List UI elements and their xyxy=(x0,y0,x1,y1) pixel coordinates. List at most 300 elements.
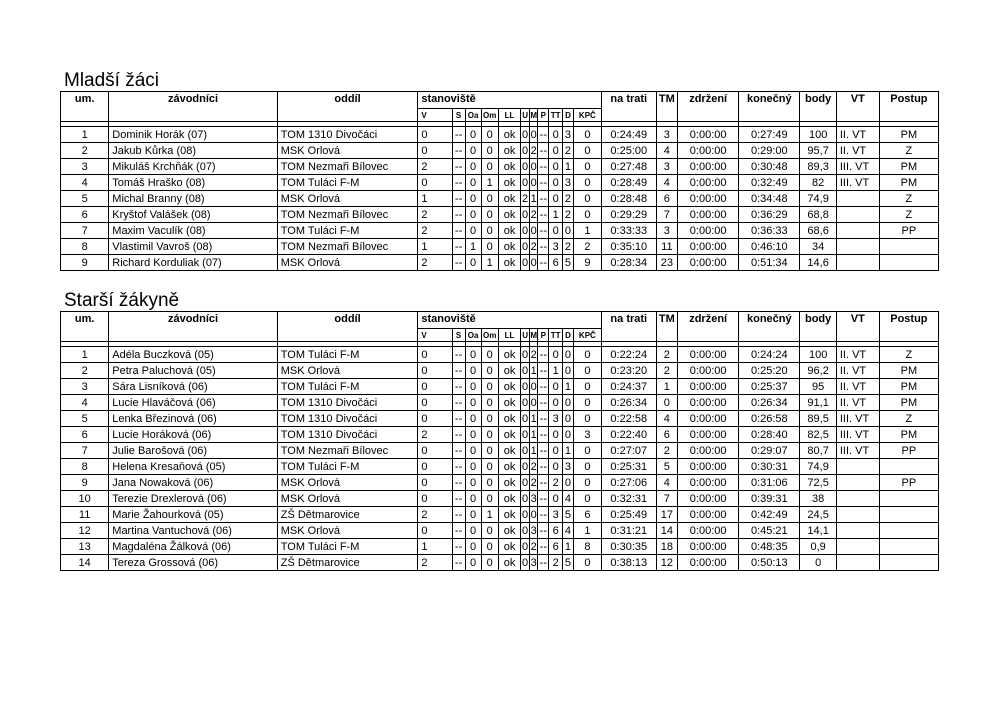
station-u-cell: 0 xyxy=(522,508,529,521)
station-kpc-cell: 0 xyxy=(573,175,601,191)
station-m-cell: 0 xyxy=(530,256,537,269)
station-om-cell: 0 xyxy=(481,475,498,491)
station-oa-cell: 0 xyxy=(465,507,481,523)
station-m-cell: 0 xyxy=(530,380,537,393)
final-time-cell: 0:46:10 xyxy=(739,239,800,255)
club-cell: TOM Tuláci F-M xyxy=(277,175,418,191)
station-tt-cell: 2 xyxy=(549,475,563,491)
header-station-m: M xyxy=(530,330,538,340)
station-s-cell: -- xyxy=(452,379,465,395)
delay-cell: 0:00:00 xyxy=(678,239,739,255)
station-v-cell: 0 xyxy=(418,143,452,159)
station-kpc-cell: 0 xyxy=(573,411,601,427)
final-time-cell: 0:28:40 xyxy=(739,427,800,443)
vt-cell xyxy=(836,507,879,523)
time-on-course-cell: 0:30:35 xyxy=(601,539,656,555)
club-cell: TOM 1310 Divočáci xyxy=(277,411,418,427)
points-cell: 68,6 xyxy=(800,223,836,239)
vt-cell xyxy=(836,239,879,255)
competitor-name-cell: Martina Vantuchová (06) xyxy=(109,523,277,539)
station-u-cell: 0 xyxy=(522,492,529,505)
station-om-cell: 1 xyxy=(481,175,498,191)
station-oa-cell: 0 xyxy=(465,411,481,427)
final-time-cell: 0:27:49 xyxy=(739,127,800,143)
station-oa-cell: 1 xyxy=(465,239,481,255)
station-s-cell: -- xyxy=(452,159,465,175)
club-cell: TOM 1310 Divočáci xyxy=(277,427,418,443)
tm-cell: 2 xyxy=(656,363,677,379)
delay-cell: 0:00:00 xyxy=(678,191,739,207)
station-m-cell: 3 xyxy=(530,556,537,569)
club-cell: TOM Nezmaři Bílovec xyxy=(277,443,418,459)
competitor-name-cell: Sára Lisníková (06) xyxy=(109,379,277,395)
station-om-cell: 0 xyxy=(481,159,498,175)
station-oa-cell: 0 xyxy=(465,255,481,271)
header-station-tt: TT xyxy=(549,109,563,122)
header-station-u: U xyxy=(522,330,528,340)
advance-cell: PM xyxy=(879,175,938,191)
station-tt-cell: 0 xyxy=(549,459,563,475)
tm-cell: 6 xyxy=(656,191,677,207)
final-time-cell: 0:51:34 xyxy=(739,255,800,271)
competitor-name-cell: Dominik Horák (07) xyxy=(109,127,277,143)
station-om-cell: 0 xyxy=(481,223,498,239)
club-cell: MSK Orlová xyxy=(277,191,418,207)
station-v-cell: 2 xyxy=(418,159,452,175)
header-tm: TM xyxy=(656,92,677,122)
station-d-cell: 1 xyxy=(563,443,574,459)
station-oa-cell: 0 xyxy=(465,207,481,223)
final-time-cell: 0:26:58 xyxy=(739,411,800,427)
station-ll-cell: ok xyxy=(498,443,521,459)
station-u-cell: 0 xyxy=(522,208,529,221)
station-s-cell: -- xyxy=(452,395,465,411)
final-time-cell: 0:39:31 xyxy=(739,491,800,507)
points-cell: 72,5 xyxy=(800,475,836,491)
table-row xyxy=(61,347,939,363)
station-d-cell: 0 xyxy=(563,475,574,491)
station-oa-cell: 0 xyxy=(465,523,481,539)
advance-cell: PM xyxy=(879,395,938,411)
rank-cell: 1 xyxy=(61,347,109,363)
tm-cell: 4 xyxy=(656,143,677,159)
rank-cell: 11 xyxy=(61,507,109,523)
station-ll-cell: ok xyxy=(498,555,521,571)
station-om-cell: 0 xyxy=(481,127,498,143)
delay-cell: 0:00:00 xyxy=(678,363,739,379)
table-row xyxy=(61,207,939,223)
station-u-cell: 0 xyxy=(522,380,529,393)
club-cell: TOM 1310 Divočáci xyxy=(277,395,418,411)
club-cell: MSK Orlová xyxy=(277,143,418,159)
station-v-cell: 0 xyxy=(418,379,452,395)
station-m-cell: 2 xyxy=(530,540,537,553)
station-tt-cell: 0 xyxy=(549,491,563,507)
vt-cell: II. VT xyxy=(836,395,879,411)
station-u-cell: 0 xyxy=(522,460,529,473)
results-table-older-girls xyxy=(60,311,939,571)
station-v-cell: 0 xyxy=(418,443,452,459)
time-on-course-cell: 0:29:29 xyxy=(601,207,656,223)
rank-cell: 6 xyxy=(61,207,109,223)
station-p-cell: -- xyxy=(539,460,547,473)
header-vt: VT xyxy=(836,92,879,122)
points-cell: 91,1 xyxy=(800,395,836,411)
club-cell: TOM 1310 Divočáci xyxy=(277,127,418,143)
advance-cell: PM xyxy=(879,427,938,443)
vt-cell xyxy=(836,191,879,207)
advance-cell xyxy=(879,555,938,571)
points-cell: 82 xyxy=(800,175,836,191)
header-rank: um. xyxy=(61,312,109,342)
rank-cell: 3 xyxy=(61,379,109,395)
station-kpc-cell: 9 xyxy=(573,255,601,271)
station-m-cell: 1 xyxy=(530,428,537,441)
vt-cell: II. VT xyxy=(836,363,879,379)
table-row xyxy=(61,175,939,191)
header-row xyxy=(61,92,939,109)
station-om-cell: 0 xyxy=(481,443,498,459)
competitor-name-cell: Jana Nowaková (06) xyxy=(109,475,277,491)
station-om-cell: 0 xyxy=(481,191,498,207)
station-s-cell: -- xyxy=(452,127,465,143)
tm-cell: 6 xyxy=(656,427,677,443)
station-ll-cell: ok xyxy=(498,539,521,555)
header-station-ll: LL xyxy=(498,109,521,122)
station-v-cell: 0 xyxy=(418,127,452,143)
club-cell: ZŠ Dětmarovice xyxy=(277,555,418,571)
station-d-cell: 2 xyxy=(563,207,574,223)
header-final: konečný xyxy=(739,312,800,342)
station-m-cell: 0 xyxy=(530,128,537,141)
station-tt-cell: 3 xyxy=(549,411,563,427)
rank-cell: 6 xyxy=(61,427,109,443)
station-oa-cell: 0 xyxy=(465,191,481,207)
station-s-cell: -- xyxy=(452,223,465,239)
rank-cell: 12 xyxy=(61,523,109,539)
station-oa-cell: 0 xyxy=(465,475,481,491)
station-s-cell: -- xyxy=(452,175,465,191)
tm-cell: 7 xyxy=(656,491,677,507)
station-kpc-cell: 0 xyxy=(573,127,601,143)
station-d-cell: 0 xyxy=(563,395,574,411)
station-kpc-cell: 3 xyxy=(573,427,601,443)
points-cell: 100 xyxy=(800,347,836,363)
station-ll-cell: ok xyxy=(498,347,521,363)
rank-cell: 7 xyxy=(61,443,109,459)
station-v-cell: 2 xyxy=(418,427,452,443)
header-delay: zdržení xyxy=(678,92,739,122)
station-s-cell: -- xyxy=(452,459,465,475)
station-v-cell: 0 xyxy=(418,475,452,491)
station-u-cell: 0 xyxy=(522,160,529,173)
station-p-cell: -- xyxy=(539,444,547,457)
table-row xyxy=(61,475,939,491)
station-u-cell: 0 xyxy=(522,144,529,157)
tm-cell: 4 xyxy=(656,411,677,427)
station-v-cell: 1 xyxy=(418,239,452,255)
station-s-cell: -- xyxy=(452,555,465,571)
station-oa-cell: 0 xyxy=(465,459,481,475)
station-tt-cell: 0 xyxy=(549,191,563,207)
header-points: body xyxy=(800,312,836,342)
station-tt-cell: 0 xyxy=(549,347,563,363)
station-oa-cell: 0 xyxy=(465,491,481,507)
competitor-name-cell: Petra Paluchová (05) xyxy=(109,363,277,379)
table-row xyxy=(61,363,939,379)
vt-cell: II. VT xyxy=(836,379,879,395)
rank-cell: 9 xyxy=(61,255,109,271)
station-om-cell: 0 xyxy=(481,555,498,571)
station-d-cell: 3 xyxy=(563,175,574,191)
station-p-cell: -- xyxy=(539,240,547,253)
table-row xyxy=(61,159,939,175)
delay-cell: 0:00:00 xyxy=(678,175,739,191)
rank-cell: 2 xyxy=(61,363,109,379)
tm-cell: 4 xyxy=(656,475,677,491)
competitor-name-cell: Richard Korduliak (07) xyxy=(109,255,277,271)
vt-cell xyxy=(836,523,879,539)
rank-cell: 4 xyxy=(61,395,109,411)
station-m-cell: 0 xyxy=(530,396,537,409)
points-cell: 82,5 xyxy=(800,427,836,443)
header-advance: Postup xyxy=(879,92,938,122)
table-row xyxy=(61,379,939,395)
station-kpc-cell: 0 xyxy=(573,379,601,395)
competitor-name-cell: Adéla Buczková (05) xyxy=(109,347,277,363)
points-cell: 34 xyxy=(800,239,836,255)
header-station-s: S xyxy=(452,329,465,342)
station-tt-cell: 0 xyxy=(549,175,563,191)
competitor-name-cell: Tereza Grossová (06) xyxy=(109,555,277,571)
rank-cell: 5 xyxy=(61,191,109,207)
results-table-younger-boys xyxy=(60,91,939,271)
vt-cell: III. VT xyxy=(836,175,879,191)
header-station-ll: LL xyxy=(498,329,521,342)
header-station-kpc: KPČ xyxy=(573,109,601,122)
advance-cell: PM xyxy=(879,363,938,379)
final-time-cell: 0:26:34 xyxy=(739,395,800,411)
final-time-cell: 0:24:24 xyxy=(739,347,800,363)
competitor-name-cell: Marie Žahourková (05) xyxy=(109,507,277,523)
final-time-cell: 0:34:48 xyxy=(739,191,800,207)
station-s-cell: -- xyxy=(452,347,465,363)
tm-cell: 4 xyxy=(656,175,677,191)
station-ll-cell: ok xyxy=(498,459,521,475)
competitor-name-cell: Lucie Horáková (06) xyxy=(109,427,277,443)
advance-cell: PM xyxy=(879,379,938,395)
points-cell: 24,5 xyxy=(800,507,836,523)
advance-cell: Z xyxy=(879,143,938,159)
station-ll-cell: ok xyxy=(498,363,521,379)
delay-cell: 0:00:00 xyxy=(678,255,739,271)
station-p-cell: -- xyxy=(539,144,547,157)
header-vt: VT xyxy=(836,312,879,342)
station-d-cell: 3 xyxy=(563,459,574,475)
time-on-course-cell: 0:33:33 xyxy=(601,223,656,239)
table-row xyxy=(61,191,939,207)
table-row xyxy=(61,411,939,427)
time-on-course-cell: 0:28:34 xyxy=(601,255,656,271)
time-on-course-cell: 0:22:58 xyxy=(601,411,656,427)
rank-cell: 8 xyxy=(61,239,109,255)
station-tt-cell: 0 xyxy=(549,127,563,143)
station-ll-cell: ok xyxy=(498,379,521,395)
station-tt-cell: 1 xyxy=(549,207,563,223)
vt-cell xyxy=(836,459,879,475)
delay-cell: 0:00:00 xyxy=(678,427,739,443)
delay-cell: 0:00:00 xyxy=(678,539,739,555)
station-v-cell: 2 xyxy=(418,207,452,223)
station-om-cell: 0 xyxy=(481,491,498,507)
rank-cell: 8 xyxy=(61,459,109,475)
advance-cell xyxy=(879,507,938,523)
final-time-cell: 0:25:20 xyxy=(739,363,800,379)
station-p-cell: -- xyxy=(539,556,547,569)
station-d-cell: 1 xyxy=(563,379,574,395)
final-time-cell: 0:29:07 xyxy=(739,443,800,459)
header-station-om: Om xyxy=(483,330,497,340)
header-station-p: P xyxy=(538,329,549,342)
station-ll-cell: ok xyxy=(498,507,521,523)
table-row xyxy=(61,555,939,571)
station-kpc-cell: 0 xyxy=(573,191,601,207)
club-cell: MSK Orlová xyxy=(277,363,418,379)
station-om-cell: 1 xyxy=(481,507,498,523)
station-ll-cell: ok xyxy=(498,475,521,491)
station-u-cell: 0 xyxy=(522,556,529,569)
points-cell: 96,2 xyxy=(800,363,836,379)
competitor-name-cell: Lucie Hlaváčová (06) xyxy=(109,395,277,411)
station-om-cell: 0 xyxy=(481,207,498,223)
vt-cell xyxy=(836,223,879,239)
station-tt-cell: 3 xyxy=(549,507,563,523)
station-s-cell: -- xyxy=(452,523,465,539)
station-p-cell: -- xyxy=(539,540,547,553)
vt-cell xyxy=(836,555,879,571)
header-station-v: V xyxy=(418,329,452,342)
station-v-cell: 0 xyxy=(418,523,452,539)
station-ll-cell: ok xyxy=(498,143,521,159)
competitor-name-cell: Maxim Vaculík (08) xyxy=(109,223,277,239)
table-row xyxy=(61,459,939,475)
station-p-cell: -- xyxy=(539,256,547,269)
station-m-cell: 2 xyxy=(530,476,537,489)
competitor-name-cell: Magdaléna Žálková (06) xyxy=(109,539,277,555)
rank-cell: 5 xyxy=(61,411,109,427)
points-cell: 95,7 xyxy=(800,143,836,159)
station-m-cell: 1 xyxy=(530,192,537,205)
station-ll-cell: ok xyxy=(498,255,521,271)
station-p-cell: -- xyxy=(539,412,547,425)
station-tt-cell: 0 xyxy=(549,223,563,239)
club-cell: TOM Tuláci F-M xyxy=(277,347,418,363)
advance-cell: PP xyxy=(879,223,938,239)
tm-cell: 2 xyxy=(656,347,677,363)
points-cell: 14,1 xyxy=(800,523,836,539)
station-ll-cell: ok xyxy=(498,127,521,143)
station-s-cell: -- xyxy=(452,363,465,379)
station-v-cell: 1 xyxy=(418,539,452,555)
station-s-cell: -- xyxy=(452,539,465,555)
station-oa-cell: 0 xyxy=(465,443,481,459)
station-s-cell: -- xyxy=(452,239,465,255)
station-m-cell: 0 xyxy=(530,508,537,521)
table-row xyxy=(61,539,939,555)
header-stations: stanoviště xyxy=(418,312,602,329)
header-station-s: S xyxy=(452,109,465,122)
club-cell: TOM Tuláci F-M xyxy=(277,379,418,395)
rank-cell: 1 xyxy=(61,127,109,143)
table-row xyxy=(61,223,939,239)
station-kpc-cell: 0 xyxy=(573,459,601,475)
station-om-cell: 0 xyxy=(481,459,498,475)
station-m-cell: 2 xyxy=(530,460,537,473)
header-advance: Postup xyxy=(879,312,938,342)
advance-cell: PM xyxy=(879,159,938,175)
station-v-cell: 0 xyxy=(418,459,452,475)
header-station-oa: Oa xyxy=(465,109,481,122)
tm-cell: 18 xyxy=(656,539,677,555)
station-oa-cell: 0 xyxy=(465,427,481,443)
station-kpc-cell: 0 xyxy=(573,555,601,571)
competitor-name-cell: Lenka Březinová (06) xyxy=(109,411,277,427)
header-station-u: U xyxy=(522,110,528,120)
station-u-cell: 0 xyxy=(522,240,529,253)
tm-cell: 7 xyxy=(656,207,677,223)
station-p-cell: -- xyxy=(539,348,547,361)
station-m-cell: 1 xyxy=(530,364,537,377)
vt-cell: II. VT xyxy=(836,143,879,159)
advance-cell xyxy=(879,255,938,271)
station-m-cell: 1 xyxy=(530,412,537,425)
final-time-cell: 0:36:33 xyxy=(739,223,800,239)
table-row xyxy=(61,239,939,255)
station-tt-cell: 6 xyxy=(549,539,563,555)
rank-cell: 3 xyxy=(61,159,109,175)
delay-cell: 0:00:00 xyxy=(678,555,739,571)
station-ll-cell: ok xyxy=(498,427,521,443)
delay-cell: 0:00:00 xyxy=(678,475,739,491)
vt-cell xyxy=(836,255,879,271)
competitor-name-cell: Jakub Kůrka (08) xyxy=(109,143,277,159)
vt-cell: III. VT xyxy=(836,443,879,459)
table-row xyxy=(61,127,939,143)
station-s-cell: -- xyxy=(452,427,465,443)
station-d-cell: 5 xyxy=(563,255,574,271)
header-competitors: závodníci xyxy=(109,312,277,342)
station-kpc-cell: 8 xyxy=(573,539,601,555)
station-p-cell: -- xyxy=(539,492,547,505)
delay-cell: 0:00:00 xyxy=(678,347,739,363)
station-tt-cell: 1 xyxy=(549,363,563,379)
station-p-cell: -- xyxy=(539,208,547,221)
final-time-cell: 0:50:13 xyxy=(739,555,800,571)
header-station-p: P xyxy=(538,109,549,122)
station-s-cell: -- xyxy=(452,411,465,427)
station-ll-cell: ok xyxy=(498,491,521,507)
station-kpc-cell: 2 xyxy=(573,239,601,255)
final-time-cell: 0:45:21 xyxy=(739,523,800,539)
advance-cell: PP xyxy=(879,443,938,459)
station-m-cell: 3 xyxy=(530,524,537,537)
delay-cell: 0:00:00 xyxy=(678,411,739,427)
station-kpc-cell: 1 xyxy=(573,223,601,239)
station-u-cell: 0 xyxy=(522,128,529,141)
tm-cell: 17 xyxy=(656,507,677,523)
header-station-v: V xyxy=(418,109,452,122)
competitor-name-cell: Michal Branny (08) xyxy=(109,191,277,207)
